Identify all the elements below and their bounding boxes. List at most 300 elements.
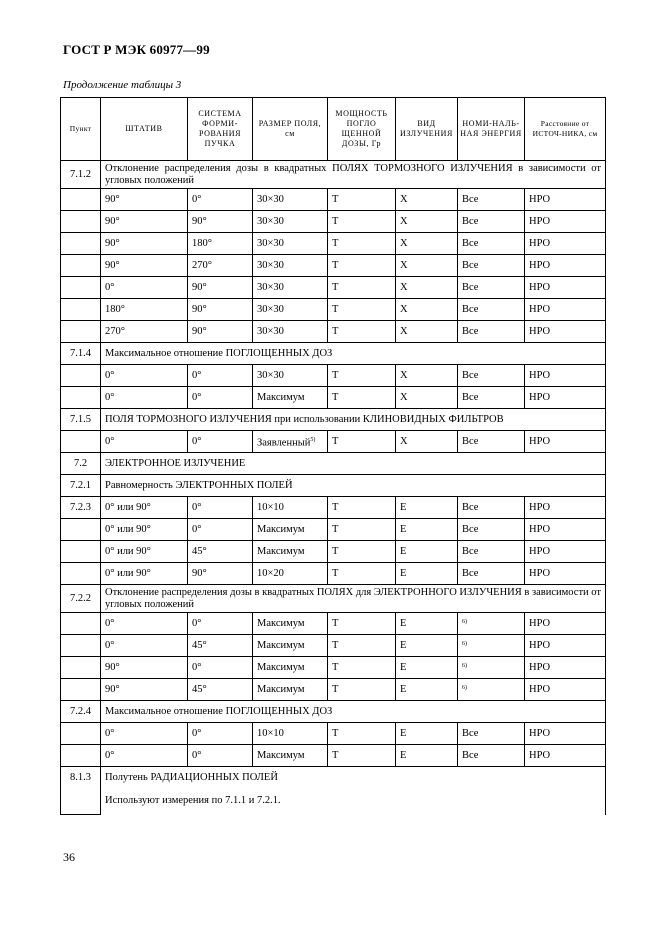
- table-row: [61, 563, 606, 585]
- cell-text: Т: [332, 193, 339, 205]
- cell-system: [188, 255, 253, 277]
- col-energy: НОМИ-НАЛЬ-НАЯ ЭНЕРГИЯ: [458, 98, 525, 161]
- cell-dose: [328, 211, 396, 233]
- cell-distance: [525, 211, 606, 233]
- section-number: 7.2.4: [61, 701, 101, 723]
- cell-text: Все: [462, 369, 479, 381]
- cell-text: 30×30: [257, 325, 284, 337]
- cell-energy: [458, 613, 525, 635]
- cell-distance: [525, 431, 606, 453]
- cell-text: Т: [332, 661, 339, 673]
- cell-dose: [328, 541, 396, 563]
- col-dose: МОЩНОСТЬ ПОГЛО ЩЕННОЙ ДОЗЫ, Гр: [328, 98, 396, 161]
- cell-text: 30×30: [257, 259, 284, 271]
- table-row: [61, 679, 606, 701]
- cell-energy: [458, 255, 525, 277]
- cell-text: 45°: [192, 639, 207, 651]
- row-number-cell: 7.2.3: [61, 497, 101, 519]
- cell-text: Т: [332, 215, 339, 227]
- cell-shtativ: [101, 519, 188, 541]
- cell-shtativ: [101, 613, 188, 635]
- footnote-ref: 6): [462, 618, 467, 625]
- cell-energy: [458, 211, 525, 233]
- cell-shtativ: [101, 233, 188, 255]
- cell-dose: [328, 745, 396, 767]
- cell-energy: [458, 365, 525, 387]
- cell-text: Все: [462, 567, 479, 579]
- cell-text: Максимум: [257, 683, 305, 695]
- cell-text: Т: [332, 391, 339, 403]
- cell-text: Т: [332, 639, 339, 651]
- table-row: [61, 541, 606, 563]
- cell-text: Все: [462, 325, 479, 337]
- row-number-cell: [61, 635, 101, 657]
- cell-text: Т: [332, 259, 339, 271]
- section-number: 8.1.3: [61, 767, 101, 789]
- cell-shtativ: [101, 541, 188, 563]
- cell-text: X: [400, 435, 408, 447]
- cell-distance: [525, 497, 606, 519]
- cell-kind: [396, 723, 458, 745]
- cell-text: 0°: [105, 281, 115, 293]
- cell-system: [188, 299, 253, 321]
- cell-shtativ: [101, 431, 188, 453]
- cell-text: НРО: [529, 545, 551, 557]
- cell-text: Максимум: [257, 391, 305, 403]
- table-row: [61, 657, 606, 679]
- cell-energy: [458, 657, 525, 679]
- cell-text: Максимум: [257, 749, 305, 761]
- cell-text: НРО: [529, 369, 551, 381]
- cell-shtativ: [101, 635, 188, 657]
- cell-system: [188, 365, 253, 387]
- table-row: [61, 613, 606, 635]
- section-number: 7.2: [61, 453, 101, 475]
- table-row: [61, 277, 606, 299]
- row-number-cell: [61, 321, 101, 343]
- cell-system: [188, 679, 253, 701]
- cell-text: 30×30: [257, 215, 284, 227]
- section-title: Максимальное отношение ПОГЛОЩЕННЫХ ДОЗ: [101, 701, 606, 723]
- cell-text: 0° или 90°: [105, 501, 151, 513]
- row-number-cell: [61, 211, 101, 233]
- section-title: Отклонение распределения дозы в квадратных ПОЛЯХ ТОРМОЗНОГО ИЗЛУЧЕНИЯ в зависимости от угловых положений: [101, 161, 606, 189]
- footnote-ref: 6): [462, 640, 467, 647]
- col-shtativ: ШТАТИВ: [101, 98, 188, 161]
- cell-text: Т: [332, 683, 339, 695]
- cell-text: НРО: [529, 727, 551, 739]
- cell-system: [188, 211, 253, 233]
- cell-text: 90°: [105, 683, 120, 695]
- cell-system: [188, 541, 253, 563]
- cell-size: [253, 635, 328, 657]
- cell-shtativ: [101, 723, 188, 745]
- cell-dose: [328, 519, 396, 541]
- cell-text: X: [400, 391, 408, 403]
- cell-text: 90°: [192, 303, 207, 315]
- section-note: Используют измерения по 7.1.1 и 7.2.1.: [101, 788, 606, 815]
- cell-text: НРО: [529, 523, 551, 535]
- cell-text: 10×10: [257, 501, 284, 513]
- cell-size: [253, 277, 328, 299]
- cell-text: Т: [332, 617, 339, 629]
- cell-system: [188, 497, 253, 519]
- cell-kind: [396, 519, 458, 541]
- cell-text: 0°: [105, 391, 115, 403]
- cell-text: Т: [332, 501, 339, 513]
- row-number-cell: [61, 299, 101, 321]
- row-number-cell: [61, 657, 101, 679]
- cell-energy: [458, 745, 525, 767]
- cell-text: НРО: [529, 683, 551, 695]
- cell-text: 10×10: [257, 727, 284, 739]
- cell-shtativ: [101, 365, 188, 387]
- cell-kind: [396, 365, 458, 387]
- cell-text: Т: [332, 435, 339, 447]
- cell-text: НРО: [529, 391, 551, 403]
- section-row: [61, 453, 606, 475]
- table-row: [61, 299, 606, 321]
- row-number-cell: [61, 679, 101, 701]
- cell-text: 90°: [105, 259, 120, 271]
- row-number-cell: [61, 723, 101, 745]
- cell-energy: [458, 497, 525, 519]
- cell-text: Т: [332, 325, 339, 337]
- cell-dose: [328, 657, 396, 679]
- section-title: Равномерность ЭЛЕКТРОННЫХ ПОЛЕЙ: [101, 475, 606, 497]
- cell-text: Т: [332, 567, 339, 579]
- cell-energy: [458, 679, 525, 701]
- cell-system: [188, 277, 253, 299]
- cell-dose: [328, 613, 396, 635]
- cell-text: НРО: [529, 215, 551, 227]
- cell-text: 0°: [192, 727, 202, 739]
- cell-distance: [525, 387, 606, 409]
- cell-system: [188, 189, 253, 211]
- cell-text: 270°: [192, 259, 212, 271]
- row-number-cell: [61, 387, 101, 409]
- cell-energy: [458, 387, 525, 409]
- cell-size: [253, 541, 328, 563]
- section-number: 7.2.1: [61, 475, 101, 497]
- cell-size: [253, 657, 328, 679]
- cell-text: 0°: [192, 661, 202, 673]
- cell-kind: [396, 497, 458, 519]
- cell-text: Т: [332, 523, 339, 535]
- cell-kind: [396, 299, 458, 321]
- cell-text: Т: [332, 237, 339, 249]
- cell-text: НРО: [529, 193, 551, 205]
- cell-distance: [525, 277, 606, 299]
- cell-shtativ: [101, 211, 188, 233]
- row-number-cell: [61, 255, 101, 277]
- cell-text: X: [400, 259, 408, 271]
- cell-text: Т: [332, 749, 339, 761]
- cell-system: [188, 723, 253, 745]
- test-table: [60, 97, 606, 815]
- cell-kind: [396, 255, 458, 277]
- cell-text: Т: [332, 281, 339, 293]
- cell-text: Все: [462, 237, 479, 249]
- cell-text: 270°: [105, 325, 125, 337]
- cell-text: Все: [462, 727, 479, 739]
- cell-dose: [328, 233, 396, 255]
- cell-text: X: [400, 215, 408, 227]
- section-row: [61, 161, 606, 189]
- cell-text: 0° или 90°: [105, 523, 151, 535]
- cell-kind: [396, 657, 458, 679]
- cell-distance: [525, 541, 606, 563]
- cell-size: [253, 365, 328, 387]
- cell-text: Все: [462, 545, 479, 557]
- cell-kind: [396, 233, 458, 255]
- cell-text: Все: [462, 749, 479, 761]
- cell-kind: [396, 387, 458, 409]
- cell-text: Все: [462, 523, 479, 535]
- cell-size: [253, 613, 328, 635]
- footnote-ref: 5): [310, 436, 316, 443]
- cell-distance: [525, 519, 606, 541]
- footnote-ref: 6): [462, 684, 467, 691]
- cell-size: [253, 387, 328, 409]
- cell-energy: [458, 563, 525, 585]
- cell-text: Максимум: [257, 545, 305, 557]
- cell-size: [253, 211, 328, 233]
- row-number-cell: [61, 233, 101, 255]
- cell-shtativ: [101, 255, 188, 277]
- cell-text: 30×30: [257, 237, 284, 249]
- cell-text: НРО: [529, 567, 551, 579]
- cell-dose: [328, 679, 396, 701]
- cell-system: [188, 563, 253, 585]
- row-number-cell: [61, 563, 101, 585]
- col-punkt: Пункт: [61, 98, 101, 161]
- cell-distance: [525, 321, 606, 343]
- cell-text: 90°: [105, 237, 120, 249]
- col-size: РАЗМЕР ПОЛЯ, см: [253, 98, 328, 161]
- section-row: [61, 585, 606, 613]
- cell-shtativ: [101, 745, 188, 767]
- cell-shtativ: [101, 277, 188, 299]
- empty-cell: [61, 788, 101, 815]
- cell-text: Е: [400, 749, 407, 761]
- table-row: [61, 233, 606, 255]
- cell-dose: [328, 387, 396, 409]
- page-number: 36: [63, 850, 75, 864]
- cell-size: [253, 497, 328, 519]
- cell-kind: [396, 745, 458, 767]
- col-distance: Расстояние от ИСТОЧ-НИКА, см: [525, 98, 606, 161]
- cell-text: Е: [400, 501, 407, 513]
- cell-text: НРО: [529, 639, 551, 651]
- cell-kind: [396, 211, 458, 233]
- cell-size: [253, 255, 328, 277]
- section-note-row: [61, 788, 606, 815]
- table-row: [61, 635, 606, 657]
- cell-text: X: [400, 303, 408, 315]
- cell-dose: [328, 497, 396, 519]
- cell-size: [253, 233, 328, 255]
- cell-text: X: [400, 193, 408, 205]
- cell-text: 90°: [192, 567, 207, 579]
- cell-energy: [458, 431, 525, 453]
- cell-text: НРО: [529, 617, 551, 629]
- row-number-cell: [61, 613, 101, 635]
- document-code: ГОСТ Р МЭК 60977—99: [63, 42, 210, 57]
- section-title: Отклонение распределения дозы в квадратных ПОЛЯХ для ЭЛЕКТРОННОГО ИЗЛУЧЕНИЯ в зависимости от угловых положений: [101, 585, 606, 613]
- cell-text: НРО: [529, 749, 551, 761]
- section-title: Максимальное отношение ПОГЛОЩЕННЫХ ДОЗ: [101, 343, 606, 365]
- cell-text: 0°: [105, 435, 115, 447]
- cell-text: 0°: [192, 749, 202, 761]
- table-row: [61, 745, 606, 767]
- cell-text: Все: [462, 259, 479, 271]
- cell-text: НРО: [529, 237, 551, 249]
- cell-shtativ: [101, 321, 188, 343]
- table-row: [61, 189, 606, 211]
- cell-text: 0°: [192, 369, 202, 381]
- cell-size: [253, 189, 328, 211]
- cell-size: [253, 519, 328, 541]
- cell-dose: [328, 635, 396, 657]
- cell-text: Все: [462, 303, 479, 315]
- cell-text: Е: [400, 661, 407, 673]
- cell-system: [188, 745, 253, 767]
- cell-text: 0°: [192, 523, 202, 535]
- cell-size: [253, 745, 328, 767]
- table-row: [61, 321, 606, 343]
- row-number-cell: [61, 189, 101, 211]
- cell-dose: [328, 365, 396, 387]
- cell-dose: [328, 431, 396, 453]
- cell-shtativ: [101, 679, 188, 701]
- cell-text: 0°: [192, 391, 202, 403]
- cell-distance: [525, 299, 606, 321]
- cell-text: Все: [462, 281, 479, 293]
- cell-text: Е: [400, 727, 407, 739]
- table-row: [61, 431, 606, 453]
- cell-distance: [525, 255, 606, 277]
- section-title: ПОЛЯ ТОРМОЗНОГО ИЗЛУЧЕНИЯ при использовании КЛИНОВИДНЫХ ФИЛЬТРОВ: [101, 409, 606, 431]
- footnote-ref: 6): [462, 662, 467, 669]
- cell-system: [188, 387, 253, 409]
- cell-dose: [328, 299, 396, 321]
- section-number: 7.1.2: [61, 161, 101, 189]
- cell-text: X: [400, 325, 408, 337]
- cell-distance: [525, 613, 606, 635]
- cell-text: 90°: [105, 661, 120, 673]
- cell-system: [188, 233, 253, 255]
- cell-text: 90°: [105, 193, 120, 205]
- cell-distance: [525, 745, 606, 767]
- cell-text: НРО: [529, 501, 551, 513]
- cell-text: 0°: [105, 727, 115, 739]
- cell-text: 90°: [192, 325, 207, 337]
- section-row: [61, 475, 606, 497]
- cell-size: [253, 723, 328, 745]
- cell-text: 90°: [105, 215, 120, 227]
- table-header-row: [61, 98, 606, 161]
- cell-shtativ: [101, 563, 188, 585]
- cell-text: НРО: [529, 435, 551, 447]
- section-row: [61, 343, 606, 365]
- cell-text: НРО: [529, 259, 551, 271]
- cell-kind: [396, 277, 458, 299]
- cell-shtativ: [101, 497, 188, 519]
- cell-dose: [328, 563, 396, 585]
- cell-kind: [396, 541, 458, 563]
- col-kind: ВИД ИЗЛУЧЕНИЯ: [396, 98, 458, 161]
- cell-dose: [328, 255, 396, 277]
- table-row: [61, 497, 606, 519]
- cell-text: Е: [400, 545, 407, 557]
- section-row: [61, 409, 606, 431]
- cell-text: НРО: [529, 661, 551, 673]
- cell-text: Т: [332, 369, 339, 381]
- cell-text: X: [400, 281, 408, 293]
- table-row: [61, 211, 606, 233]
- cell-text: 180°: [192, 237, 212, 249]
- cell-dose: [328, 189, 396, 211]
- cell-kind: [396, 189, 458, 211]
- col-system: СИСТЕМА ФОРМИ-РОВАНИЯ ПУЧКА: [188, 98, 253, 161]
- cell-text: X: [400, 237, 408, 249]
- cell-text: Все: [462, 193, 479, 205]
- cell-energy: [458, 723, 525, 745]
- cell-text: 0°: [105, 639, 115, 651]
- cell-kind: [396, 321, 458, 343]
- cell-energy: [458, 321, 525, 343]
- cell-dose: [328, 723, 396, 745]
- cell-shtativ: [101, 387, 188, 409]
- cell-system: [188, 613, 253, 635]
- cell-system: [188, 635, 253, 657]
- cell-kind: [396, 679, 458, 701]
- row-number-cell: [61, 431, 101, 453]
- table-row: [61, 519, 606, 541]
- cell-system: [188, 519, 253, 541]
- cell-text: 0°: [192, 435, 202, 447]
- cell-distance: [525, 365, 606, 387]
- cell-kind: [396, 613, 458, 635]
- cell-text: НРО: [529, 303, 551, 315]
- cell-energy: [458, 299, 525, 321]
- cell-text: 0°: [105, 617, 115, 629]
- cell-size: [253, 321, 328, 343]
- cell-text: Все: [462, 215, 479, 227]
- section-title: Полутень РАДИАЦИОННЫХ ПОЛЕЙ: [101, 767, 606, 789]
- row-number-cell: [61, 277, 101, 299]
- cell-text: 0° или 90°: [105, 545, 151, 557]
- cell-distance: [525, 657, 606, 679]
- cell-system: [188, 321, 253, 343]
- row-number-cell: [61, 541, 101, 563]
- cell-text: Е: [400, 617, 407, 629]
- cell-text: Максимум: [257, 661, 305, 673]
- cell-shtativ: [101, 299, 188, 321]
- cell-distance: [525, 563, 606, 585]
- cell-text: 0°: [105, 749, 115, 761]
- cell-text: 10×20: [257, 567, 284, 579]
- cell-text: 90°: [192, 215, 207, 227]
- cell-text: Все: [462, 501, 479, 513]
- cell-text: 0°: [192, 617, 202, 629]
- cell-dose: [328, 321, 396, 343]
- cell-text: Е: [400, 683, 407, 695]
- cell-text: Т: [332, 545, 339, 557]
- cell-system: [188, 431, 253, 453]
- table-row: [61, 255, 606, 277]
